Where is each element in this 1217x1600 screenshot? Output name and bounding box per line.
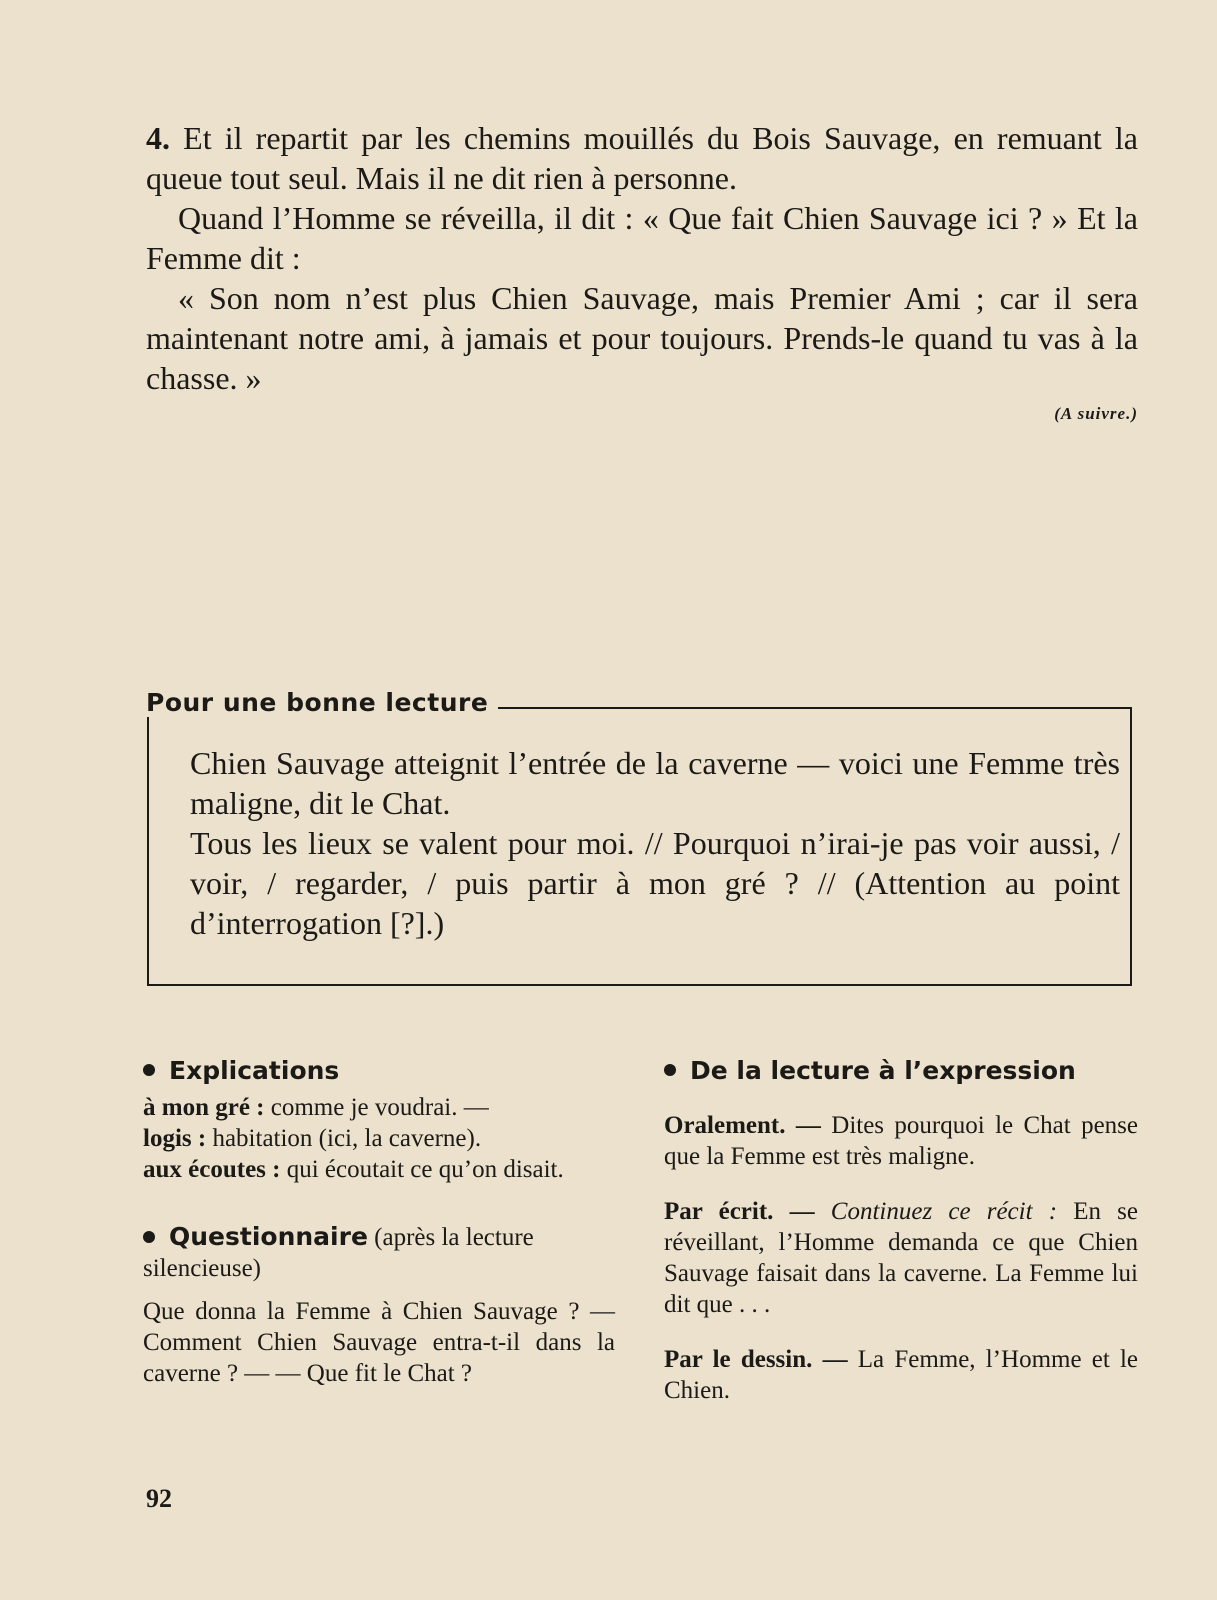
oral-label: Oralement. — xyxy=(664,1112,821,1139)
explication-term: logis : xyxy=(143,1125,207,1152)
written-label: Par écrit. — xyxy=(664,1198,815,1225)
explications-title: Explications xyxy=(169,1056,340,1085)
reading-line-2: Tous les lieux se valent pour moi. // Pourquoi n’irai-je pas voir aussi, / voir, / regarder, / puis partir à mon gré ? // (Attention au point d’interrogation [?].) xyxy=(190,825,1120,941)
story-paragraph-3: « Son nom n’est plus Chien Sauvage, mais Premier Ami ; car il sera maintenant notre ami, à jamais et pour toujours. Prends-le quand tu vas à la chasse. » xyxy=(146,280,1138,396)
explication-item xyxy=(143,1123,615,1154)
right-column xyxy=(664,1055,1138,1406)
reading-box-text xyxy=(190,743,1120,943)
questionnaire-text: Que donna la Femme à Chien Sauvage ? — Comment Chien Sauvage entra-t-il dans la caverne ? — — Que fit le Chat ? xyxy=(143,1298,615,1387)
expression-heading xyxy=(664,1055,1138,1086)
bullet-icon xyxy=(143,1231,155,1243)
explication-definition: comme je voudrai. — xyxy=(270,1094,489,1121)
expression-title: De la lecture à l’expression xyxy=(690,1056,1076,1085)
questionnaire-subtitle: (après la lecture silencieuse) xyxy=(143,1224,534,1282)
bullet-icon xyxy=(664,1064,676,1076)
page-number: 92 xyxy=(146,1484,172,1513)
explication-item xyxy=(143,1154,615,1185)
story-paragraph-2: Quand l’Homme se réveilla, il dit : « Que fait Chien Sauvage ici ? » Et la Femme dit : xyxy=(146,200,1138,276)
story-paragraph-1 xyxy=(146,118,1138,198)
explications-heading xyxy=(143,1055,615,1086)
questionnaire-heading xyxy=(143,1221,615,1284)
written-instruction: Continuez ce récit : xyxy=(830,1198,1058,1225)
explication-term: aux écoutes : xyxy=(143,1156,281,1183)
written-text: En se réveillant, l’Homme demanda ce que Chien Sauvage faisait dans la caverne. La Femme lui dit que . . . xyxy=(664,1198,1139,1318)
oral-text: Dites pourquoi le Chat pense que la Femme est très maligne. xyxy=(664,1112,1139,1170)
paragraph-number: 4. xyxy=(146,120,170,156)
explication-term: à mon gré : xyxy=(143,1094,265,1121)
written-exercise xyxy=(664,1196,1138,1320)
oral-exercise xyxy=(664,1110,1138,1172)
drawing-text: La Femme, l’Homme et le Chien. xyxy=(664,1346,1139,1404)
bullet-icon xyxy=(143,1064,155,1076)
left-column xyxy=(143,1055,615,1389)
story-paragraph-1-text: Et il repartit par les chemins mouillés du Bois Sauvage, en remuant la queue tout seul. Mais il ne dit rien à personne. xyxy=(146,120,1139,196)
drawing-exercise xyxy=(664,1344,1138,1406)
reading-line-1: Chien Sauvage atteignit l’entrée de la caverne — voici une Femme très maligne, dit le Chat. xyxy=(190,745,1120,821)
drawing-label: Par le dessin. — xyxy=(664,1346,848,1373)
reading-box-title: Pour une bonne lecture xyxy=(146,688,498,717)
explication-definition: habitation (ici, la caverne). xyxy=(212,1125,482,1152)
story-text xyxy=(146,118,1138,398)
questionnaire-title: Questionnaire xyxy=(169,1222,368,1251)
explication-definition: qui écoutait ce qu’on disait. xyxy=(286,1156,564,1183)
explication-item xyxy=(143,1092,615,1123)
to-be-continued-note: (A suivre.) xyxy=(1054,404,1138,423)
